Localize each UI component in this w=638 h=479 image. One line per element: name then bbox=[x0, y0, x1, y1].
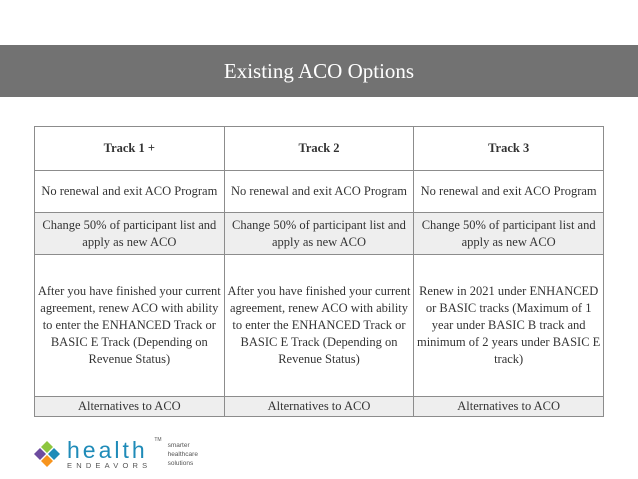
aco-options-table bbox=[34, 126, 604, 417]
table-cell: Renew in 2021 under ENHANCED or BASIC tracks (Maximum of 1 year under BASIC B track and minimum of 2 years under BASIC E track) bbox=[414, 255, 604, 397]
slide-title: Existing ACO Options bbox=[223, 58, 415, 83]
table-cell: No renewal and exit ACO Program bbox=[224, 171, 414, 213]
table-row bbox=[35, 213, 604, 255]
title-bar bbox=[0, 45, 638, 97]
table-row bbox=[35, 397, 604, 417]
logo-tagline bbox=[168, 441, 198, 468]
logo-diamond-icon bbox=[33, 440, 61, 468]
table-header-row bbox=[35, 127, 604, 171]
logo-wordmark bbox=[67, 436, 152, 470]
logo-endeavors-text: ENDEAVORS bbox=[67, 460, 152, 470]
table-cell: Change 50% of participant list and apply as new ACO bbox=[35, 213, 225, 255]
table-cell: Alternatives to ACO bbox=[414, 397, 604, 417]
table-cell: Change 50% of participant list and apply as new ACO bbox=[414, 213, 604, 255]
table-cell: No renewal and exit ACO Program bbox=[414, 171, 604, 213]
tagline-line: smarter bbox=[167, 441, 190, 449]
tagline-line: healthcare bbox=[167, 450, 198, 458]
table-cell: No renewal and exit ACO Program bbox=[35, 171, 225, 213]
table-cell: Alternatives to ACO bbox=[224, 397, 414, 417]
table-cell: Change 50% of participant list and apply as new ACO bbox=[224, 213, 414, 255]
health-endeavors-logo bbox=[33, 436, 198, 472]
header-track-1-plus: Track 1 + bbox=[35, 127, 225, 171]
header-track-2: Track 2 bbox=[224, 127, 414, 171]
table-cell: Alternatives to ACO bbox=[35, 397, 225, 417]
table-row bbox=[35, 171, 604, 213]
logo-health-text: health bbox=[67, 436, 148, 463]
tagline-line: solutions bbox=[167, 459, 194, 467]
table-cell: After you have finished your current agreement, renew ACO with ability to enter the ENHANCED Track or BASIC E Track (Depending on Revenue Status) bbox=[35, 255, 225, 397]
header-track-3: Track 3 bbox=[414, 127, 604, 171]
table-row bbox=[35, 255, 604, 397]
table-cell: After you have finished your current agreement, renew ACO with ability to enter the ENHANCED Track or BASIC E Track (Depending on Revenue Status) bbox=[224, 255, 414, 397]
logo-trademark: TM bbox=[154, 437, 162, 443]
